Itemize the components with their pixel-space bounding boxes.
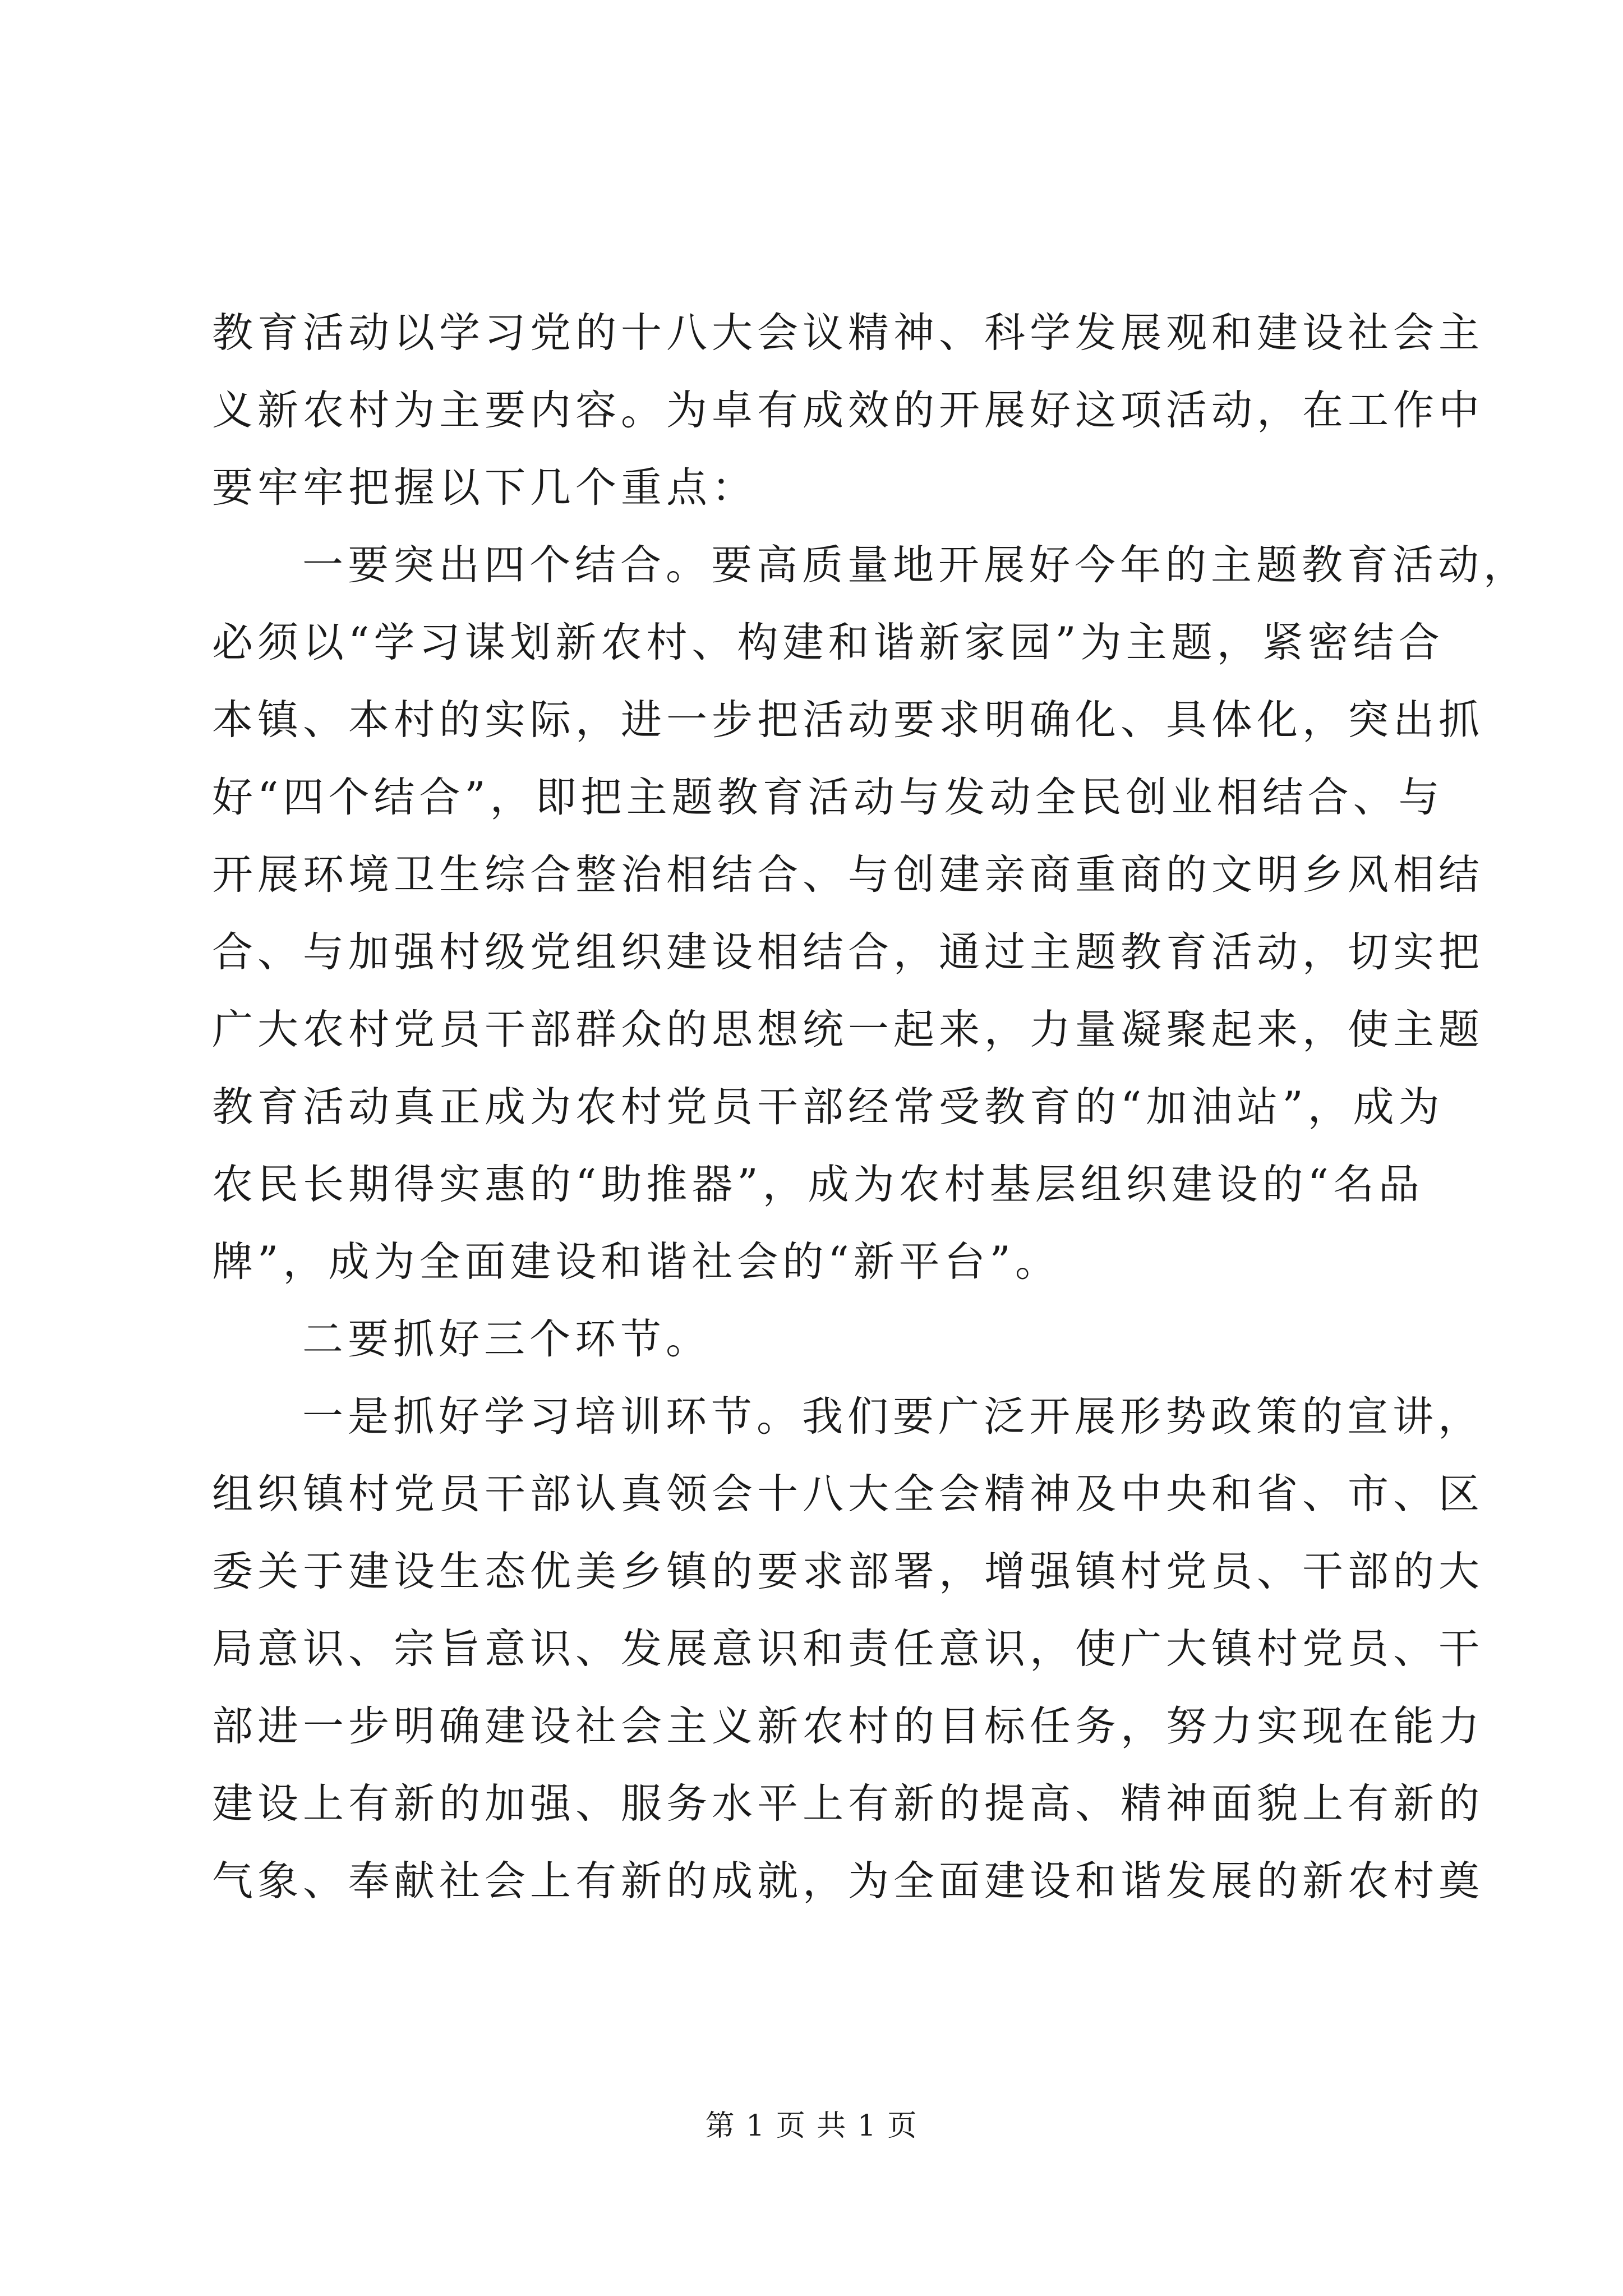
text-line: 教育活动真正成为农村党员干部经常受教育的“加油站”，成为: [212, 1083, 1444, 1131]
text-line: 好“四个结合”，即把主题教育活动与发动全民创业相结合、与: [212, 774, 1444, 821]
page-number: 第 1 页 共 1 页: [705, 2109, 918, 2143]
paragraph-first-line: 一是抓好学习培训环节。我们要广泛开展形势政策的宣讲，: [302, 1393, 1483, 1441]
text-line: 合、与加强村级党组织建设相结合，通过主题教育活动，切实把: [212, 928, 1484, 976]
body-text: [212, 295, 1529, 1920]
text-line: 广大农村党员干部群众的思想统一起来，力量凝聚起来，使主题: [212, 1006, 1484, 1053]
text-line: 委关于建设生态优美乡镇的要求部署，增强镇村党员、干部的大: [212, 1548, 1484, 1595]
paragraph-first-line: 一要突出四个结合。要高质量地开展好今年的主题教育活动，: [302, 541, 1529, 589]
text-line: 牌”，成为全面建设和谐社会的“新平台”。: [212, 1238, 1061, 1286]
text-line: 义新农村为主要内容。为卓有成效的开展好这项活动，在工作中: [212, 386, 1484, 434]
text-line: 必须以“学习谋划新农村、构建和谐新家园”为主题，紧密结合: [212, 619, 1444, 666]
text-line: 本镇、本村的实际，进一步把活动要求明确化、具体化，突出抓: [212, 696, 1484, 744]
text-line: 组织镇村党员干部认真领会十八大全会精神及中央和省、市、区: [212, 1470, 1484, 1518]
text-line: 建设上有新的加强、服务水平上有新的提高、精神面貌上有新的: [212, 1780, 1484, 1828]
text-line: 开展环境卫生综合整治相结合、与创建亲商重商的文明乡风相结: [212, 851, 1484, 899]
text-line: 局意识、宗旨意识、发展意识和责任意识，使广大镇村党员、干: [212, 1625, 1484, 1673]
page-footer: [0, 2106, 1623, 2146]
text-line: 教育活动以学习党的十八大会议精神、科学发展观和建设社会主: [212, 309, 1484, 357]
text-line: 气象、奉献社会上有新的成就，为全面建设和谐发展的新农村奠: [212, 1857, 1484, 1905]
text-line: 部进一步明确建设社会主义新农村的目标任务，努力实现在能力: [212, 1703, 1484, 1750]
paragraph-first-line: 二要抓好三个环节。: [302, 1315, 711, 1363]
text-line: 要牢牢把握以下几个重点：: [212, 464, 757, 512]
text-line: 农民长期得实惠的“助推器”，成为农村基层组织建设的“名品: [212, 1161, 1424, 1208]
